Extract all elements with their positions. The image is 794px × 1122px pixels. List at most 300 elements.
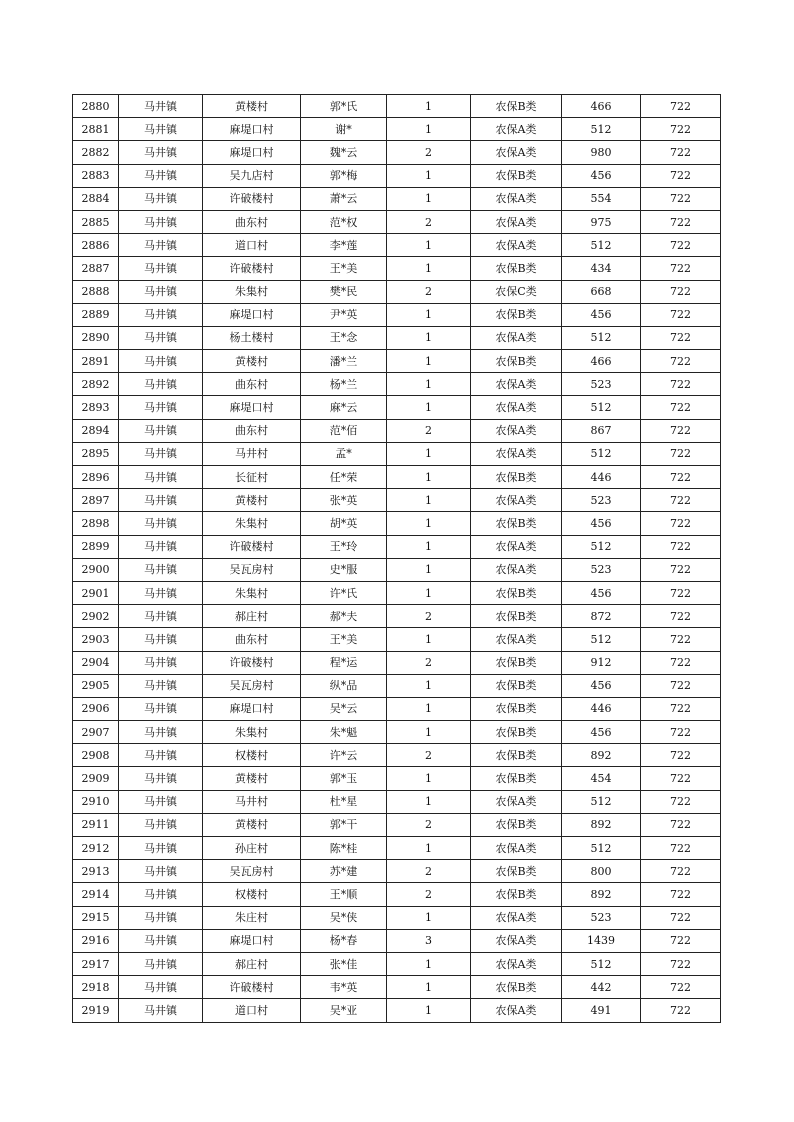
table-row [73,95,721,118]
amount-cell: 512 [562,628,641,651]
standard-cell: 722 [641,187,721,210]
category-cell: 农保B类 [471,860,562,883]
amount-cell: 512 [562,535,641,558]
category-cell: 农保B类 [471,164,562,187]
category-cell: 农保A类 [471,396,562,419]
town-cell: 马井镇 [119,210,203,233]
village-cell: 马井村 [203,790,301,813]
town-cell: 马井镇 [119,234,203,257]
standard-cell: 722 [641,999,721,1022]
row-number-cell: 2897 [73,489,119,512]
name-cell: 麻*云 [301,396,387,419]
town-cell: 马井镇 [119,187,203,210]
household-count-cell: 1 [387,837,471,860]
town-cell: 马井镇 [119,721,203,744]
town-cell: 马井镇 [119,813,203,836]
name-cell: 任*荣 [301,466,387,489]
row-number-cell: 2890 [73,326,119,349]
name-cell: 史*服 [301,558,387,581]
village-cell: 吴瓦房村 [203,674,301,697]
name-cell: 陈*桂 [301,837,387,860]
village-cell: 吴瓦房村 [203,860,301,883]
amount-cell: 446 [562,466,641,489]
name-cell: 杨*春 [301,929,387,952]
amount-cell: 512 [562,234,641,257]
row-number-cell: 2883 [73,164,119,187]
table-row [73,419,721,442]
table-row [73,187,721,210]
row-number-cell: 2907 [73,721,119,744]
town-cell: 马井镇 [119,628,203,651]
standard-cell: 722 [641,883,721,906]
town-cell: 马井镇 [119,860,203,883]
table-row [73,605,721,628]
name-cell: 王*念 [301,326,387,349]
table-row [73,952,721,975]
row-number-cell: 2904 [73,651,119,674]
village-cell: 黄楼村 [203,350,301,373]
household-count-cell: 1 [387,999,471,1022]
row-number-cell: 2909 [73,767,119,790]
household-count-cell: 1 [387,164,471,187]
table-row [73,929,721,952]
amount-cell: 523 [562,558,641,581]
town-cell: 马井镇 [119,883,203,906]
village-cell: 杨土楼村 [203,326,301,349]
category-cell: 农保A类 [471,999,562,1022]
name-cell: 许*云 [301,744,387,767]
category-cell: 农保A类 [471,419,562,442]
name-cell: 萧*云 [301,187,387,210]
standard-cell: 722 [641,581,721,604]
table-row [73,790,721,813]
standard-cell: 722 [641,350,721,373]
amount-cell: 466 [562,95,641,118]
village-cell: 马井村 [203,442,301,465]
town-cell: 马井镇 [119,396,203,419]
household-count-cell: 1 [387,466,471,489]
village-cell: 吴瓦房村 [203,558,301,581]
standard-cell: 722 [641,373,721,396]
standard-cell: 722 [641,280,721,303]
household-count-cell: 1 [387,187,471,210]
household-count-cell: 2 [387,883,471,906]
household-count-cell: 1 [387,118,471,141]
row-number-cell: 2884 [73,187,119,210]
village-cell: 朱集村 [203,280,301,303]
row-number-cell: 2894 [73,419,119,442]
village-cell: 郝庄村 [203,952,301,975]
name-cell: 张*佳 [301,952,387,975]
amount-cell: 980 [562,141,641,164]
standard-cell: 722 [641,164,721,187]
village-cell: 长征村 [203,466,301,489]
amount-cell: 800 [562,860,641,883]
table-row [73,581,721,604]
category-cell: 农保A类 [471,535,562,558]
town-cell: 马井镇 [119,442,203,465]
amount-cell: 1439 [562,929,641,952]
amount-cell: 456 [562,674,641,697]
standard-cell: 722 [641,535,721,558]
category-cell: 农保B类 [471,767,562,790]
town-cell: 马井镇 [119,999,203,1022]
table-row [73,234,721,257]
household-count-cell: 1 [387,396,471,419]
household-count-cell: 1 [387,234,471,257]
town-cell: 马井镇 [119,581,203,604]
table-row [73,906,721,929]
name-cell: 杨*兰 [301,373,387,396]
standard-cell: 722 [641,512,721,535]
category-cell: 农保B类 [471,651,562,674]
row-number-cell: 2910 [73,790,119,813]
amount-cell: 434 [562,257,641,280]
table-row [73,999,721,1022]
household-count-cell: 1 [387,558,471,581]
standard-cell: 722 [641,466,721,489]
name-cell: 王*美 [301,257,387,280]
table-row [73,837,721,860]
name-cell: 郝*夫 [301,605,387,628]
amount-cell: 668 [562,280,641,303]
household-count-cell: 1 [387,581,471,604]
row-number-cell: 2896 [73,466,119,489]
name-cell: 孟* [301,442,387,465]
town-cell: 马井镇 [119,929,203,952]
household-count-cell: 1 [387,721,471,744]
standard-cell: 722 [641,419,721,442]
table-row [73,535,721,558]
row-number-cell: 2882 [73,141,119,164]
amount-cell: 454 [562,767,641,790]
village-cell: 麻堤口村 [203,396,301,419]
village-cell: 吴九店村 [203,164,301,187]
town-cell: 马井镇 [119,674,203,697]
table-row [73,396,721,419]
category-cell: 农保B类 [471,813,562,836]
village-cell: 麻堤口村 [203,141,301,164]
household-count-cell: 1 [387,442,471,465]
table-row [73,558,721,581]
amount-cell: 975 [562,210,641,233]
row-number-cell: 2908 [73,744,119,767]
category-cell: 农保B类 [471,512,562,535]
category-cell: 农保A类 [471,141,562,164]
amount-cell: 523 [562,906,641,929]
household-count-cell: 3 [387,929,471,952]
town-cell: 马井镇 [119,280,203,303]
standard-cell: 722 [641,767,721,790]
town-cell: 马井镇 [119,906,203,929]
amount-cell: 466 [562,350,641,373]
category-cell: 农保A类 [471,489,562,512]
village-cell: 朱庄村 [203,906,301,929]
amount-cell: 554 [562,187,641,210]
household-count-cell: 1 [387,326,471,349]
amount-cell: 442 [562,976,641,999]
standard-cell: 722 [641,442,721,465]
household-count-cell: 1 [387,674,471,697]
table-row [73,744,721,767]
row-number-cell: 2893 [73,396,119,419]
household-count-cell: 2 [387,813,471,836]
category-cell: 农保B类 [471,976,562,999]
category-cell: 农保B类 [471,466,562,489]
row-number-cell: 2888 [73,280,119,303]
row-number-cell: 2913 [73,860,119,883]
household-count-cell: 2 [387,210,471,233]
row-number-cell: 2902 [73,605,119,628]
town-cell: 马井镇 [119,697,203,720]
category-cell: 农保B类 [471,95,562,118]
village-cell: 曲东村 [203,373,301,396]
town-cell: 马井镇 [119,790,203,813]
household-count-cell: 1 [387,257,471,280]
row-number-cell: 2912 [73,837,119,860]
category-cell: 农保A类 [471,558,562,581]
town-cell: 马井镇 [119,303,203,326]
row-number-cell: 2885 [73,210,119,233]
village-cell: 曲东村 [203,210,301,233]
village-cell: 许破楼村 [203,535,301,558]
table-row [73,813,721,836]
village-cell: 道口村 [203,234,301,257]
table-row [73,512,721,535]
row-number-cell: 2900 [73,558,119,581]
standard-cell: 722 [641,651,721,674]
household-count-cell: 2 [387,280,471,303]
town-cell: 马井镇 [119,326,203,349]
row-number-cell: 2895 [73,442,119,465]
row-number-cell: 2886 [73,234,119,257]
village-cell: 麻堤口村 [203,697,301,720]
row-number-cell: 2917 [73,952,119,975]
roster-table-body [73,95,721,1023]
table-row [73,883,721,906]
name-cell: 杜*星 [301,790,387,813]
category-cell: 农保B类 [471,883,562,906]
category-cell: 农保B类 [471,721,562,744]
household-count-cell: 1 [387,790,471,813]
standard-cell: 722 [641,210,721,233]
amount-cell: 512 [562,790,641,813]
village-cell: 黄楼村 [203,95,301,118]
village-cell: 权楼村 [203,883,301,906]
row-number-cell: 2914 [73,883,119,906]
row-number-cell: 2880 [73,95,119,118]
category-cell: 农保A类 [471,442,562,465]
table-row [73,164,721,187]
table-row [73,767,721,790]
name-cell: 范*佰 [301,419,387,442]
town-cell: 马井镇 [119,141,203,164]
amount-cell: 872 [562,605,641,628]
table-row [73,442,721,465]
category-cell: 农保B类 [471,581,562,604]
village-cell: 许破楼村 [203,187,301,210]
household-count-cell: 2 [387,651,471,674]
row-number-cell: 2903 [73,628,119,651]
amount-cell: 456 [562,164,641,187]
table-row [73,303,721,326]
town-cell: 马井镇 [119,164,203,187]
village-cell: 孙庄村 [203,837,301,860]
household-count-cell: 1 [387,767,471,790]
standard-cell: 722 [641,257,721,280]
standard-cell: 722 [641,697,721,720]
category-cell: 农保A类 [471,118,562,141]
name-cell: 王*顺 [301,883,387,906]
category-cell: 农保B类 [471,605,562,628]
amount-cell: 912 [562,651,641,674]
household-count-cell: 1 [387,976,471,999]
name-cell: 王*玲 [301,535,387,558]
town-cell: 马井镇 [119,489,203,512]
village-cell: 朱集村 [203,581,301,604]
category-cell: 农保B类 [471,303,562,326]
standard-cell: 722 [641,118,721,141]
village-cell: 道口村 [203,999,301,1022]
row-number-cell: 2881 [73,118,119,141]
standard-cell: 722 [641,952,721,975]
household-count-cell: 1 [387,952,471,975]
roster-table [72,94,721,1023]
amount-cell: 523 [562,373,641,396]
row-number-cell: 2911 [73,813,119,836]
town-cell: 马井镇 [119,512,203,535]
town-cell: 马井镇 [119,837,203,860]
household-count-cell: 1 [387,628,471,651]
name-cell: 樊*民 [301,280,387,303]
amount-cell: 456 [562,512,641,535]
name-cell: 苏*建 [301,860,387,883]
name-cell: 韦*英 [301,976,387,999]
village-cell: 曲东村 [203,628,301,651]
amount-cell: 491 [562,999,641,1022]
amount-cell: 456 [562,303,641,326]
standard-cell: 722 [641,141,721,164]
category-cell: 农保A类 [471,187,562,210]
standard-cell: 722 [641,906,721,929]
name-cell: 魏*云 [301,141,387,164]
town-cell: 马井镇 [119,651,203,674]
row-number-cell: 2901 [73,581,119,604]
row-number-cell: 2919 [73,999,119,1022]
household-count-cell: 2 [387,419,471,442]
standard-cell: 722 [641,396,721,419]
category-cell: 农保A类 [471,628,562,651]
table-row [73,118,721,141]
amount-cell: 867 [562,419,641,442]
category-cell: 农保A类 [471,952,562,975]
table-row [73,721,721,744]
amount-cell: 892 [562,813,641,836]
table-row [73,860,721,883]
town-cell: 马井镇 [119,466,203,489]
table-row [73,628,721,651]
row-number-cell: 2891 [73,350,119,373]
table-row [73,326,721,349]
table-row [73,280,721,303]
amount-cell: 523 [562,489,641,512]
town-cell: 马井镇 [119,767,203,790]
category-cell: 农保B类 [471,697,562,720]
town-cell: 马井镇 [119,558,203,581]
name-cell: 谢* [301,118,387,141]
name-cell: 郭*氏 [301,95,387,118]
category-cell: 农保A类 [471,234,562,257]
table-row [73,466,721,489]
household-count-cell: 1 [387,350,471,373]
standard-cell: 722 [641,234,721,257]
household-count-cell: 2 [387,860,471,883]
row-number-cell: 2889 [73,303,119,326]
standard-cell: 722 [641,790,721,813]
name-cell: 胡*英 [301,512,387,535]
village-cell: 黄楼村 [203,813,301,836]
amount-cell: 512 [562,837,641,860]
village-cell: 曲东村 [203,419,301,442]
village-cell: 黄楼村 [203,489,301,512]
town-cell: 马井镇 [119,350,203,373]
category-cell: 农保A类 [471,373,562,396]
village-cell: 麻堤口村 [203,929,301,952]
category-cell: 农保B类 [471,350,562,373]
category-cell: 农保B类 [471,744,562,767]
town-cell: 马井镇 [119,976,203,999]
name-cell: 郭*梅 [301,164,387,187]
name-cell: 潘*兰 [301,350,387,373]
town-cell: 马井镇 [119,373,203,396]
table-row [73,210,721,233]
household-count-cell: 2 [387,141,471,164]
standard-cell: 722 [641,628,721,651]
village-cell: 许破楼村 [203,257,301,280]
category-cell: 农保A类 [471,210,562,233]
standard-cell: 722 [641,744,721,767]
table-row [73,674,721,697]
standard-cell: 722 [641,721,721,744]
name-cell: 吴*亚 [301,999,387,1022]
town-cell: 马井镇 [119,419,203,442]
table-row [73,350,721,373]
household-count-cell: 2 [387,744,471,767]
row-number-cell: 2905 [73,674,119,697]
household-count-cell: 1 [387,95,471,118]
household-count-cell: 1 [387,535,471,558]
table-row [73,697,721,720]
town-cell: 马井镇 [119,535,203,558]
amount-cell: 892 [562,883,641,906]
standard-cell: 722 [641,837,721,860]
village-cell: 黄楼村 [203,767,301,790]
amount-cell: 512 [562,442,641,465]
town-cell: 马井镇 [119,952,203,975]
row-number-cell: 2918 [73,976,119,999]
household-count-cell: 1 [387,697,471,720]
village-cell: 郝庄村 [203,605,301,628]
amount-cell: 512 [562,118,641,141]
standard-cell: 722 [641,489,721,512]
name-cell: 吴*侠 [301,906,387,929]
household-count-cell: 1 [387,373,471,396]
name-cell: 郭*玉 [301,767,387,790]
town-cell: 马井镇 [119,744,203,767]
village-cell: 许破楼村 [203,976,301,999]
row-number-cell: 2898 [73,512,119,535]
village-cell: 朱集村 [203,721,301,744]
